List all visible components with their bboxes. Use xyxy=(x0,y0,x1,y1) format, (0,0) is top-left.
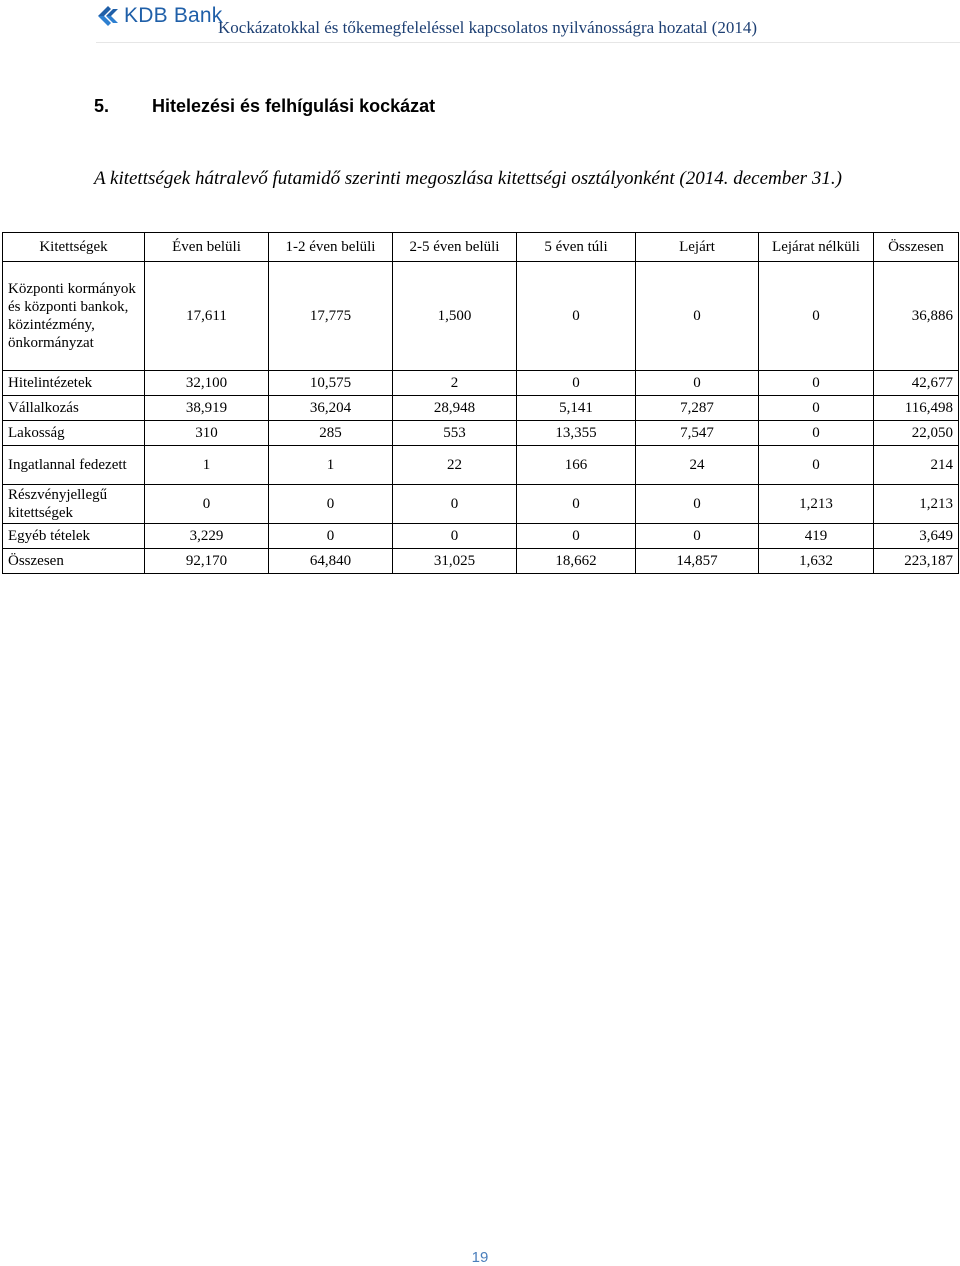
kdb-logo-icon xyxy=(96,5,120,27)
table-cell: 13,355 xyxy=(517,421,636,446)
column-header: 2-5 éven belüli xyxy=(393,233,517,262)
document-title: Kockázatokkal és tőkemegfeleléssel kapcsolatos nyilvánosságra hozatal (2014) xyxy=(218,18,758,37)
table-cell: 17,775 xyxy=(269,262,393,371)
table-cell: 7,287 xyxy=(636,396,759,421)
table-cell: 31,025 xyxy=(393,549,517,574)
table-cell-total: 22,050 xyxy=(874,421,959,446)
table-cell: 7,547 xyxy=(636,421,759,446)
maturity-exposure-table xyxy=(2,232,959,574)
table-cell-total: 36,886 xyxy=(874,262,959,371)
table-row xyxy=(3,446,959,485)
table-cell: 0 xyxy=(636,485,759,524)
table-cell: 553 xyxy=(393,421,517,446)
table-cell: 0 xyxy=(636,371,759,396)
table-cell: 22 xyxy=(393,446,517,485)
table-total-row xyxy=(3,549,959,574)
table-cell: 0 xyxy=(636,262,759,371)
table-cell: 5,141 xyxy=(517,396,636,421)
table-cell: 14,857 xyxy=(636,549,759,574)
row-label: Lakosság xyxy=(3,421,145,446)
table-cell-total: 1,213 xyxy=(874,485,959,524)
table-cell: 1 xyxy=(269,446,393,485)
row-label: Vállalkozás xyxy=(3,396,145,421)
column-header: Összesen xyxy=(874,233,959,262)
table-cell: 0 xyxy=(269,524,393,549)
row-label: Részvényjellegű kitettségek xyxy=(3,485,145,524)
section-number: 5. xyxy=(94,96,110,116)
table-cell: 0 xyxy=(636,524,759,549)
table-cell: 18,662 xyxy=(517,549,636,574)
table-cell: 3,229 xyxy=(145,524,269,549)
table-cell: 1 xyxy=(145,446,269,485)
row-label: Központi kormányok és központi bankok, közintézmény, önkormányzat xyxy=(3,262,145,371)
table-cell: 0 xyxy=(393,485,517,524)
table-cell-total: 42,677 xyxy=(874,371,959,396)
table-cell: 17,611 xyxy=(145,262,269,371)
column-header: Lejárat nélküli xyxy=(759,233,874,262)
table-cell-total: 223,187 xyxy=(874,549,959,574)
table-cell: 419 xyxy=(759,524,874,549)
table-cell: 38,919 xyxy=(145,396,269,421)
table-cell: 0 xyxy=(393,524,517,549)
table-row xyxy=(3,485,959,524)
table-cell: 0 xyxy=(517,371,636,396)
table-cell: 10,575 xyxy=(269,371,393,396)
table-cell: 24 xyxy=(636,446,759,485)
column-header: 5 éven túli xyxy=(517,233,636,262)
table-cell: 0 xyxy=(145,485,269,524)
row-label: Összesen xyxy=(3,549,145,574)
column-header: Lejárt xyxy=(636,233,759,262)
table-cell: 28,948 xyxy=(393,396,517,421)
table-caption: A kitettségek hátralevő futamidő szerinti megoszlása kitettségi osztályonként (2014. december 31.) xyxy=(94,168,842,189)
table-row xyxy=(3,371,959,396)
table-cell: 0 xyxy=(517,485,636,524)
table-cell: 0 xyxy=(517,262,636,371)
table-cell: 0 xyxy=(759,262,874,371)
row-label: Ingatlannal fedezett xyxy=(3,446,145,485)
table-cell: 0 xyxy=(759,446,874,485)
table-cell: 0 xyxy=(759,396,874,421)
table-cell: 1,500 xyxy=(393,262,517,371)
table-cell: 1,213 xyxy=(759,485,874,524)
section-heading xyxy=(94,96,435,117)
table-cell: 36,204 xyxy=(269,396,393,421)
table-cell-total: 3,649 xyxy=(874,524,959,549)
section-title: Hitelezési és felhígulási kockázat xyxy=(152,96,436,116)
table-cell: 166 xyxy=(517,446,636,485)
table-row xyxy=(3,524,959,549)
table-cell: 64,840 xyxy=(269,549,393,574)
row-label: Egyéb tételek xyxy=(3,524,145,549)
header-divider xyxy=(96,42,960,43)
page-number: 19 xyxy=(471,1249,489,1266)
table-cell: 310 xyxy=(145,421,269,446)
kdb-logo xyxy=(96,4,222,28)
logo-text: KDB Bank xyxy=(124,4,223,27)
column-header: 1-2 éven belüli xyxy=(269,233,393,262)
table-cell: 285 xyxy=(269,421,393,446)
row-label: Hitelintézetek xyxy=(3,371,145,396)
table-row xyxy=(3,262,959,371)
table-cell: 1,632 xyxy=(759,549,874,574)
column-header: Kitettségek xyxy=(3,233,145,262)
page-header xyxy=(0,0,960,44)
table-row xyxy=(3,396,959,421)
table-cell: 32,100 xyxy=(145,371,269,396)
table-cell-total: 214 xyxy=(874,446,959,485)
table-cell: 0 xyxy=(759,421,874,446)
table-cell: 2 xyxy=(393,371,517,396)
table-cell: 92,170 xyxy=(145,549,269,574)
table-header-row xyxy=(3,233,959,262)
column-header: Éven belüli xyxy=(145,233,269,262)
table-cell: 0 xyxy=(517,524,636,549)
table-row xyxy=(3,421,959,446)
table-cell: 0 xyxy=(269,485,393,524)
table-cell: 0 xyxy=(759,371,874,396)
table-cell-total: 116,498 xyxy=(874,396,959,421)
